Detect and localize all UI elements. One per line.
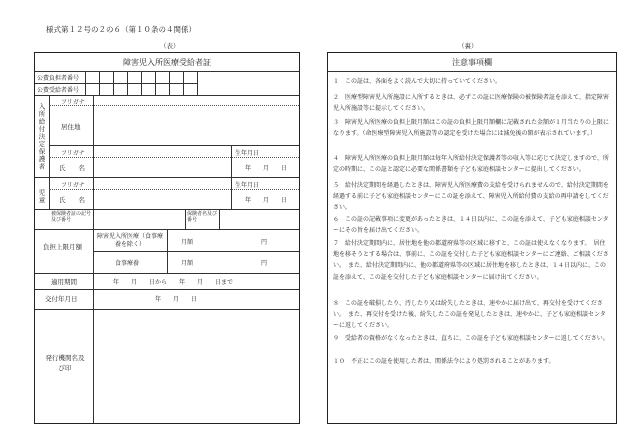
limit-sub2-label: 食事療養 <box>115 260 140 267</box>
child-furigana-label: フリガナ <box>61 182 85 189</box>
note-item-7: ７ 給付決定期間内に、居住地を他の都道府県等の区域に移すと、この証は使えなくなります。 居住地を移そうとする場合は、事前に、この証を交付した子ども家庭相談センターにご連絡、ご相談ください。 また、給付決定期間内に、他の都道府県等の区域に居住地を移したときは、１４日以内に、この証を添えて、この証を交付した子ども家庭相談センターに届け出てください。 <box>333 240 609 281</box>
note-item-2: ２ 医療型障害児入所施設に入所するときは、必ずこの証に医療保険の被保険者証を添えて、指定障害児入所施設等に提示してください。 <box>333 94 609 113</box>
back-title: 注意事項欄 <box>452 57 492 67</box>
note-item-8: ８ この証を破損したり、汚したり又は紛失したときは、速やかに届け出て、再交付を受けてください。 また、再交付を受けた後、紛失したこの証を発見したときは、速やかに、子ども家庭相談センターに返してください。 <box>333 300 606 330</box>
payer-number-label: 公費負担者番号 <box>37 75 80 82</box>
issue-date-value: 年 月 日 <box>155 296 198 303</box>
guardian-furigana2-label: フリガナ <box>61 150 85 157</box>
child-name-label: 氏 名 <box>59 196 85 204</box>
limit-sub1-label: 障害児入所医療（食事療養を除く） <box>97 233 164 248</box>
period-label: 適用期間 <box>51 278 77 286</box>
guardian-birthdate-value: 年 月 日 <box>245 165 288 172</box>
front-side-label: （表） <box>160 42 180 50</box>
limit-sub2-monthly: 月額 <box>181 260 194 267</box>
period-value: 年 月 日から 年 月 日まで <box>113 279 234 286</box>
insurer-name-label: 保険者名及び番号 <box>187 211 218 223</box>
front-title: 障害児入所医療受給者証 <box>123 57 211 67</box>
note-item-1: １ この証は、各面をよく読んで大切に持っていてください。 <box>333 78 502 85</box>
issue-date-label: 交付年月日 <box>45 295 78 303</box>
limit-group-label: 負担上限月額 <box>43 243 82 251</box>
limit-sub2-yen: 円 <box>261 260 268 267</box>
note-item-3: ３ 障害児入所医療の負担上限月額はこの証の負担上限月額欄に記載された金額が１月当たりの上限になります。（命医療型障害児入所施設等の認定を受けた場合には減免後の額が表示されています。） <box>333 119 610 138</box>
insurer-number-label: 被保険者証の記号及び番号 <box>51 211 92 223</box>
issuer-label: 発行機関名及び印 <box>45 354 85 372</box>
guardian-birthdate-label: 生年月日 <box>235 150 260 157</box>
child-birthdate-value: 年 月 日 <box>245 197 288 204</box>
limit-sub1-yen: 円 <box>261 239 268 246</box>
recipient-number-label: 公費受給者番号 <box>37 87 80 94</box>
child-birthdate-label: 生年月日 <box>235 182 260 189</box>
note-item-5: ５ 給付決定期間を経過したときは、障害児入所医療費の支給を受けられませんので、給付決定期間を経過する前に子ども家庭相談センターにこの証を添えて、障害児入所給付費の支給の再申請をしてください。 <box>333 182 609 212</box>
child-group-label: 児童 <box>37 189 46 204</box>
note-item-6: ６ この証の記載事項に変更があったときは、１４日以内に、この証を添えて、子ども家庭相談センターにその旨を届け出てください。 <box>333 216 609 235</box>
note-item-9: ９ 受給者の資格がなくなったときは、直ちに、この証を子ども家庭相談センターに返してください。 <box>333 335 609 342</box>
front-card <box>34 52 300 424</box>
note-item-10: １０ 不正にこの証を使用した者は、関係法令により処罰されることがあります。 <box>333 358 555 365</box>
form-number: 様式第１２号の２の６（第１０条の４関係） <box>46 25 196 34</box>
limit-sub1-monthly: 月額 <box>181 239 194 246</box>
back-side-label: （裏） <box>458 42 478 50</box>
note-item-4: ４ 障害児入所医療の負担上限月額は毎年入所給付決定保護者等の収入等に応じて決定しますので、所定の時期に、この証と認定に必要な関係書類を子ども家庭相談センターに提出してください。 <box>333 155 609 174</box>
guardian-group-label: 入所給付決定保護者 <box>37 103 46 171</box>
guardian-furigana-label: フリガナ <box>61 99 85 106</box>
guardian-name-label: 氏 名 <box>59 164 85 172</box>
guardian-address-label: 居住地 <box>61 123 81 131</box>
